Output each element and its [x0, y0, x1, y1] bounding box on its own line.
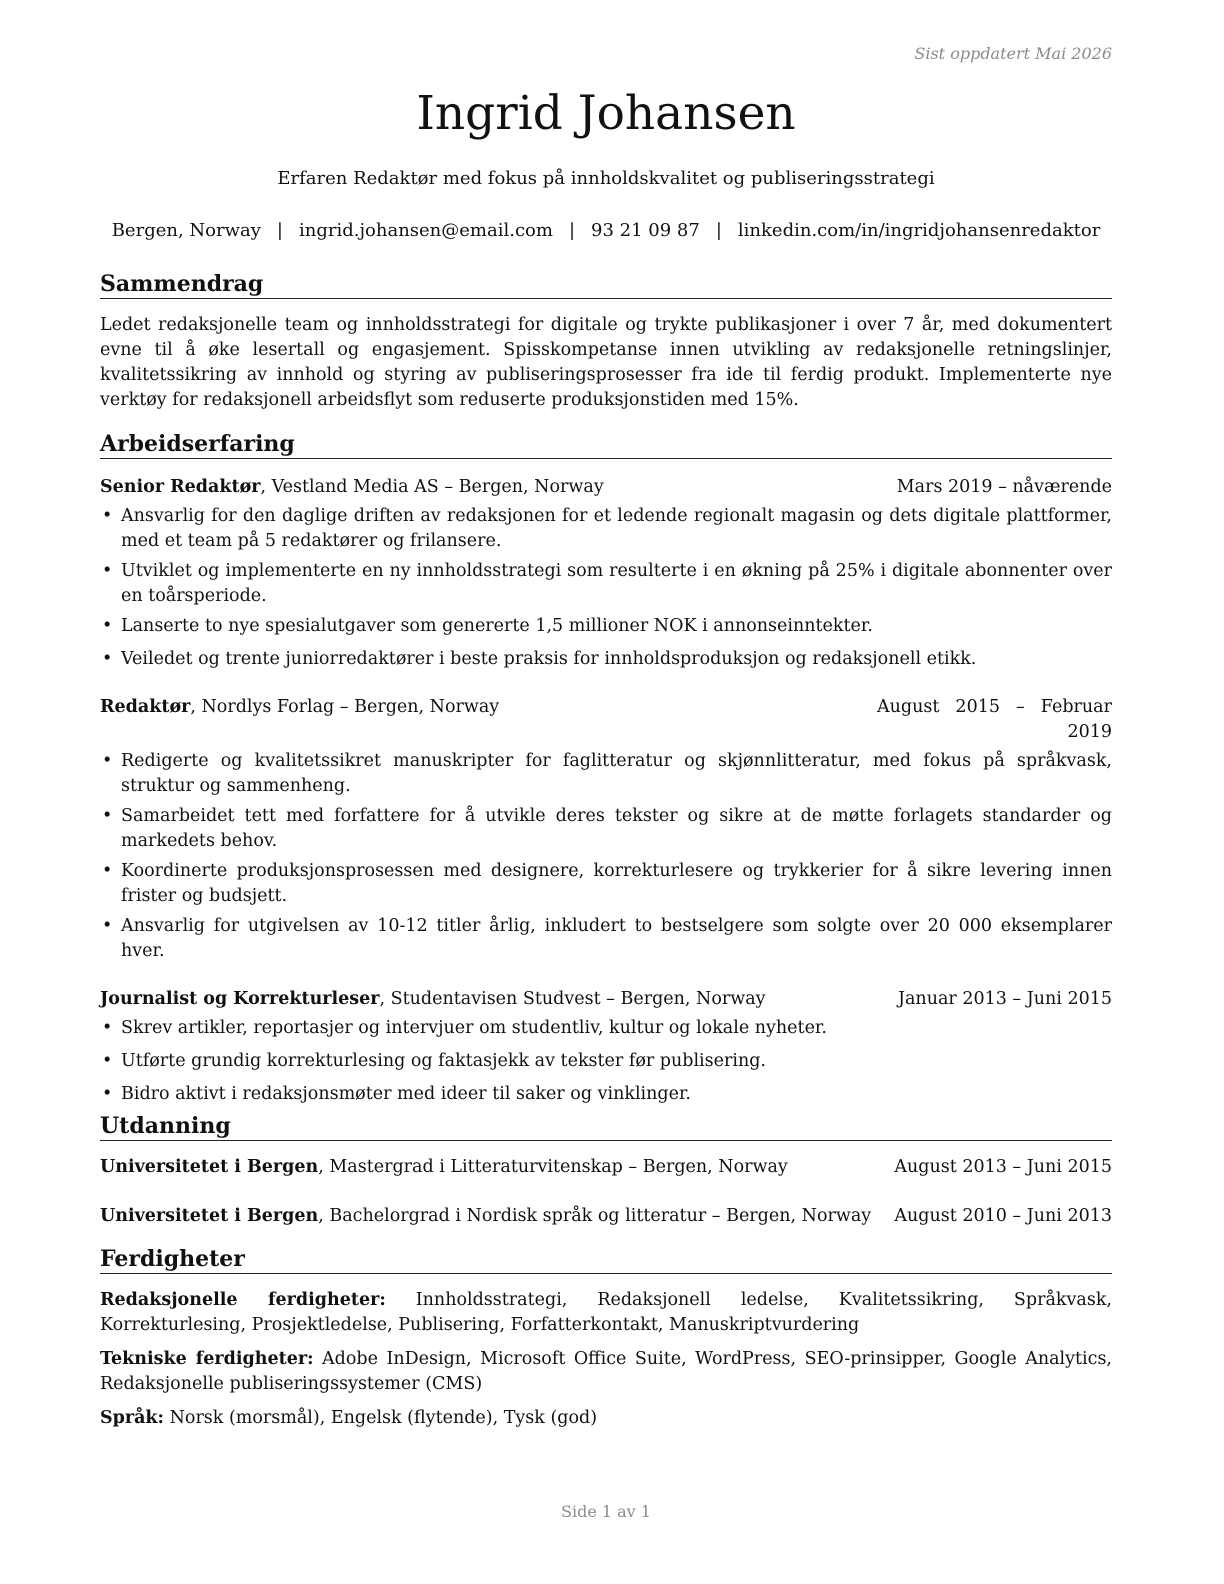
job-role: Senior Redaktør — [100, 477, 261, 497]
list-item: • Ansvarlig for utgivelsen av 10-12 titler årlig, inkludert to bestselgere som solgte over 20 000 eksemplarer hver. — [100, 914, 1112, 964]
job-role: Journalist og Korrekturleser — [100, 989, 380, 1009]
job-organization: , Nordlys Forlag – Bergen, Norway — [190, 697, 500, 717]
summary-section — [100, 271, 1112, 413]
list-item: • Koordinerte produksjonsprosessen med designere, korrekturlesere og trykkerier for å sikre levering innen frister og budsjett. — [100, 859, 1112, 909]
job-header — [100, 475, 1112, 500]
skill-label: Redaksjonelle ferdigheter: — [100, 1290, 386, 1310]
contact-phone: 93 21 09 87 — [591, 220, 700, 241]
contact-line — [100, 220, 1112, 241]
skill-group — [100, 1288, 1112, 1338]
degree: , Mastergrad i Litteraturvitenskap – Bergen, Norway — [318, 1157, 788, 1177]
list-item: • Skrev artikler, reportasjer og intervjuer om studentliv, kultur og lokale nyheter. — [100, 1016, 1112, 1041]
job-header — [100, 987, 1112, 1012]
skill-group — [100, 1406, 1112, 1431]
job-entry — [100, 695, 1112, 964]
resume-page — [100, 0, 1112, 1584]
education-section — [100, 1113, 1112, 1229]
section-title: Utdanning — [100, 1113, 1112, 1141]
job-entry — [100, 475, 1112, 672]
skills-section — [100, 1246, 1112, 1440]
candidate-name: Ingrid Johansen — [416, 86, 796, 141]
skill-text: Norsk (morsmål), Engelsk (flytende), Tysk (god) — [164, 1408, 598, 1428]
contact-linkedin[interactable]: linkedin.com/in/ingridjohansenredaktor — [737, 220, 1101, 241]
list-item: • Redigerte og kvalitetssikret manuskripter for faglitteratur og skjønnlitteratur, med fokus på språkvask, struktur og sammenheng. — [100, 749, 1112, 799]
job-dates: Mars 2019 – nåværende — [896, 477, 1112, 497]
job-bullets — [100, 1016, 1112, 1107]
experience-section — [100, 431, 1112, 1112]
job-bullets — [100, 504, 1112, 672]
section-title: Arbeidserfaring — [100, 431, 1112, 459]
list-item: • Utførte grundig korrekturlesing og faktasjekk av tekster før publisering. — [100, 1049, 1112, 1074]
education-dates: August 2010 – Juni 2013 — [894, 1206, 1112, 1226]
job-dates: August 2015 – Februar 2019 — [877, 697, 1112, 742]
job-bullets — [100, 749, 1112, 964]
education-entry — [100, 1204, 1112, 1229]
separator: | — [276, 220, 283, 241]
skill-label: Språk: — [100, 1408, 165, 1428]
job-organization: , Studentavisen Studvest – Bergen, Norway — [379, 989, 766, 1009]
job-dates: Januar 2013 – Juni 2015 — [897, 989, 1112, 1009]
list-item: • Veiledet og trente juniorredaktører i beste praksis for innholdsproduksjon og redaksjonell etikk. — [100, 647, 1112, 672]
job-organization: , Vestland Media AS – Bergen, Norway — [260, 477, 604, 497]
job-header — [100, 695, 1112, 745]
list-item: • Samarbeidet tett med forfattere for å utvikle deres tekster og sikre at de møtte forlagets standarder og markedets behov. — [100, 804, 1112, 854]
skill-text: Innholdsstrategi, Redaksjonell ledelse, Kvalitetssikring, Språkvask, Korrekturlesing, Prosjektledelse, Publisering, Forfatterkontakt, Manuskriptvurdering — [100, 1290, 1112, 1335]
skill-text: Adobe InDesign, Microsoft Office Suite, WordPress, SEO-prinsipper, Google Analytics, Redaksjonelle publiseringssystemer (CMS) — [100, 1349, 1112, 1394]
list-item: • Utviklet og implementerte en ny innholdsstrategi som resulterte i en økning på 25% i digitale abonnenter over en toårsperiode. — [100, 559, 1112, 609]
job-role: Redaktør — [100, 697, 191, 717]
separator: | — [568, 220, 576, 241]
list-item: • Lanserte to nye spesialutgaver som genererte 1,5 millioner NOK i annonseinntekter. — [100, 614, 1112, 639]
skill-group — [100, 1347, 1112, 1397]
skill-label: Tekniske ferdigheter: — [100, 1349, 314, 1369]
separator: | — [715, 220, 722, 241]
contact-location: Bergen, Norway — [111, 220, 261, 241]
page-number: Side 1 av 1 — [561, 1502, 651, 1521]
education-entry — [100, 1155, 1112, 1180]
list-item: • Ansvarlig for den daglige driften av redaksjonen for et ledende regionalt magasin og dets digitale plattformer, med et team på 5 redaktører og frilansere. — [100, 504, 1112, 554]
tagline: Erfaren Redaktør med fokus på innholdskvalitet og publiseringsstrategi — [277, 168, 935, 189]
school-name: Universitetet i Bergen — [100, 1157, 319, 1177]
last-updated: Sist oppdatert Mai 2026 — [914, 44, 1112, 63]
degree: , Bachelorgrad i Nordisk språk og litteratur – Bergen, Norway — [318, 1206, 872, 1226]
section-title: Ferdigheter — [100, 1246, 1112, 1274]
section-title: Sammendrag — [100, 271, 1112, 299]
list-item: • Bidro aktivt i redaksjonsmøter med ideer til saker og vinklinger. — [100, 1082, 1112, 1107]
education-dates: August 2013 – Juni 2015 — [894, 1157, 1112, 1177]
contact-email[interactable]: ingrid.johansen@email.com — [298, 220, 553, 241]
job-entry — [100, 987, 1112, 1107]
summary-text: Ledet redaksjonelle team og innholdsstrategi for digitale og trykte publikasjoner i over 7 år, med dokumentert evne til å øke lesertall og engasjement. Spisskompetanse innen utvikling av redaksjonelle retningslinjer, kvalitetssikring av innhold og styring av publiseringsprosesser fra ide til ferdig produkt. Implementerte nye verktøy for redaksjonell arbeidsflyt som reduserte produksjonstiden med 15%. — [100, 315, 1112, 410]
school-name: Universitetet i Bergen — [100, 1206, 319, 1226]
